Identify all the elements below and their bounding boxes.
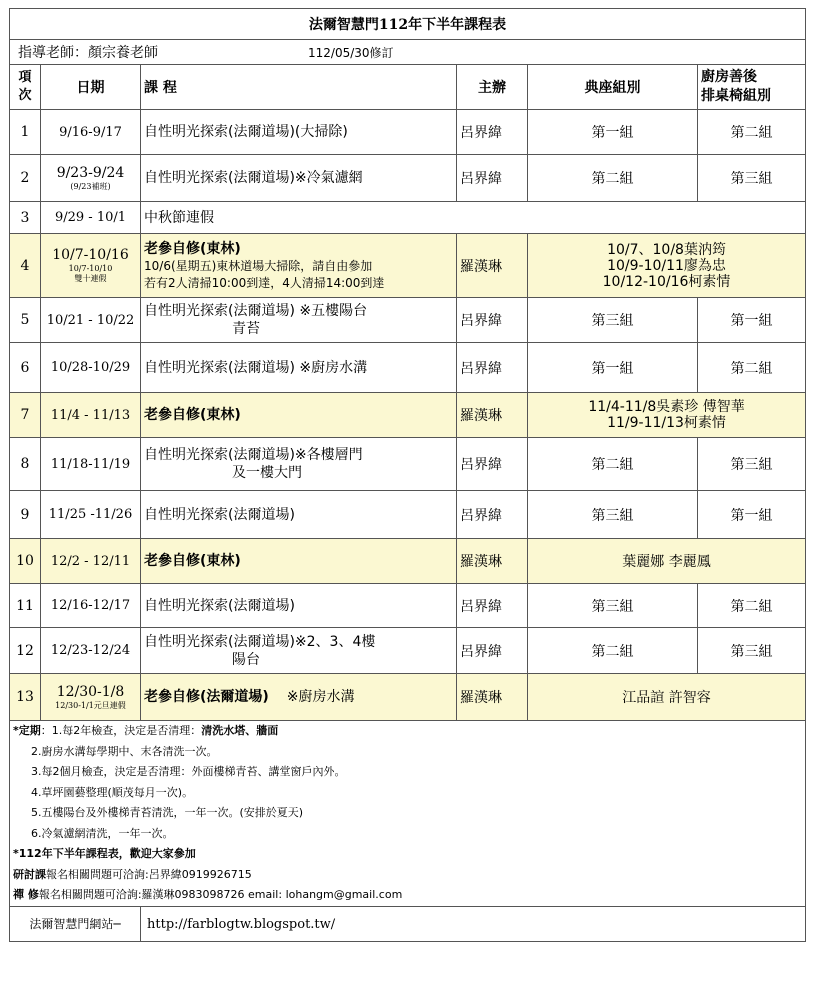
row-course: 自性明光探索(法爾道場)※各樓層門 及一樓大門	[141, 438, 457, 491]
table-row	[10, 110, 806, 155]
note-line: *定期：1.每2年檢查，決定是否清理：清洗水塔、牆面	[13, 724, 279, 737]
notes-row	[10, 721, 806, 907]
note-line: 6.冷氣濾網清洗，一年一次。	[31, 826, 174, 840]
row-seat: 第三組	[528, 584, 698, 628]
table-row	[10, 202, 806, 234]
row-no: 1	[10, 110, 41, 155]
row-seat: 第三組	[528, 298, 698, 343]
note-line: *112年下半年課程表，歡迎大家參加	[13, 847, 196, 860]
row-course: 中秋節連假	[141, 202, 806, 234]
header-no: 項 次	[10, 65, 41, 110]
table-row	[10, 298, 806, 343]
page-title: 法爾智慧門112年下半年課程表	[10, 9, 806, 40]
row-host: 羅漢琳	[457, 393, 528, 438]
row-date: 12/23-12/24	[41, 628, 141, 674]
row-host: 羅漢琳	[457, 539, 528, 584]
row-seat: 第三組	[528, 491, 698, 539]
note-line: 3.每2個月檢查，決定是否清理：外面樓梯青苔、講堂窗戶內外。	[31, 765, 346, 778]
row-seat: 第二組	[528, 155, 698, 202]
row-date: 9/16-9/17	[41, 110, 141, 155]
row-course: 老參自修(東林) 10/6(星期五)東林道場大掃除，請自由參加 若有2人清掃10:00到達，4人清掃14:00到達	[141, 234, 457, 298]
row-kitchen: 第二組	[698, 110, 806, 155]
row-host: 羅漢琳	[457, 674, 528, 721]
row-date: 12/16-12/17	[41, 584, 141, 628]
row-host: 呂界緯	[457, 628, 528, 674]
row-host: 羅漢琳	[457, 234, 528, 298]
row-host: 呂界緯	[457, 584, 528, 628]
row-date: 11/25 -11/26	[41, 491, 141, 539]
note-line: 研討課報名相關問題可洽詢:呂界緯0919926715	[13, 867, 252, 881]
row-merged-assignees: 10/7、10/8葉汭筠 10/9-10/11廖為忠 10/12-10/16柯素情	[528, 234, 806, 298]
row-date: 11/18-11/19	[41, 438, 141, 491]
row-date: 10/7-10/16 10/7-10/10 雙十連假	[41, 234, 141, 298]
footer-url-cell	[141, 906, 806, 941]
header-kitchen: 廚房善後 排桌椅組別	[698, 65, 806, 110]
schedule-sheet	[9, 8, 805, 962]
row-course: 自性明光探索(法爾道場)	[141, 584, 457, 628]
header-date: 日期	[41, 65, 141, 110]
row-course: 老參自修(東林)	[141, 539, 457, 584]
row-host: 呂界緯	[457, 343, 528, 393]
row-no: 5	[10, 298, 41, 343]
footer-url-link[interactable]: http://farblogtw.blogspot.tw/	[147, 916, 336, 932]
footer-label: 法爾智慧門網站─	[10, 906, 141, 941]
teacher-line	[10, 40, 806, 65]
row-date: 12/30-1/8 12/30-1/1元旦連假	[41, 674, 141, 721]
table-row	[10, 584, 806, 628]
row-seat: 第二組	[528, 438, 698, 491]
note-line: 4.草坪園藝整理(順茂每月一次)。	[31, 785, 194, 799]
header-host: 主辦	[457, 65, 528, 110]
row-course: 自性明光探索(法爾道場) ※五樓陽台 青苔	[141, 298, 457, 343]
table-row	[10, 234, 806, 298]
row-no: 9	[10, 491, 41, 539]
row-host: 呂界緯	[457, 491, 528, 539]
footer-row	[10, 906, 806, 941]
row-host: 呂界緯	[457, 110, 528, 155]
table-row	[10, 491, 806, 539]
row-no: 12	[10, 628, 41, 674]
row-date: 10/28-10/29	[41, 343, 141, 393]
row-date: 10/21 - 10/22	[41, 298, 141, 343]
row-kitchen: 第一組	[698, 491, 806, 539]
table-row	[10, 155, 806, 202]
row-no: 2	[10, 155, 41, 202]
row-course: 老參自修(法爾道場) ※廚房水溝	[141, 674, 457, 721]
table-row	[10, 674, 806, 721]
row-seat: 第一組	[528, 343, 698, 393]
table-row	[10, 393, 806, 438]
row-kitchen: 第一組	[698, 298, 806, 343]
note-line: 5.五樓陽台及外樓梯青苔清洗，一年一次。(安排於夏天)	[31, 806, 304, 819]
notes-block	[10, 721, 806, 907]
row-no: 3	[10, 202, 41, 234]
row-course: 自性明光探索(法爾道場)※2、3、4樓 陽台	[141, 628, 457, 674]
row-no: 6	[10, 343, 41, 393]
header-row	[10, 65, 806, 110]
row-no: 8	[10, 438, 41, 491]
row-date: 11/4 - 11/13	[41, 393, 141, 438]
row-no: 7	[10, 393, 41, 438]
header-seat: 典座組別	[528, 65, 698, 110]
table-row	[10, 539, 806, 584]
row-course: 自性明光探索(法爾道場)※冷氣濾網	[141, 155, 457, 202]
row-seat: 第一組	[528, 110, 698, 155]
row-kitchen: 第三組	[698, 628, 806, 674]
table-row	[10, 628, 806, 674]
header-course: 課 程	[141, 65, 457, 110]
row-course: 自性明光探索(法爾道場) ※廚房水溝	[141, 343, 457, 393]
note-line: 禪 修報名相關問題可洽詢:羅漢琳0983098726 email: lohangm@gmail.com	[13, 888, 403, 901]
row-kitchen: 第二組	[698, 584, 806, 628]
table-row	[10, 438, 806, 491]
revision-date: 112/05/30修訂	[308, 46, 394, 60]
note-line: 2.廚房水溝每學期中、末各清洗一次。	[31, 744, 218, 758]
row-host: 呂界緯	[457, 298, 528, 343]
row-course: 自性明光探索(法爾道場)(大掃除)	[141, 110, 457, 155]
row-merged-assignees: 江品諠 許智容	[528, 674, 806, 721]
row-date: 9/23-9/24 (9/23補班)	[41, 155, 141, 202]
row-seat: 第二組	[528, 628, 698, 674]
row-merged-assignees: 11/4-11/8吳素珍 傅智華 11/9-11/13柯素情	[528, 393, 806, 438]
row-kitchen: 第二組	[698, 343, 806, 393]
table-row	[10, 343, 806, 393]
row-no: 13	[10, 674, 41, 721]
row-kitchen: 第三組	[698, 155, 806, 202]
row-no: 4	[10, 234, 41, 298]
row-kitchen: 第三組	[698, 438, 806, 491]
row-host: 呂界緯	[457, 438, 528, 491]
row-date: 12/2 - 12/11	[41, 539, 141, 584]
row-course: 自性明光探索(法爾道場)	[141, 491, 457, 539]
row-no: 10	[10, 539, 41, 584]
row-date: 9/29 - 10/1	[41, 202, 141, 234]
row-host: 呂界緯	[457, 155, 528, 202]
schedule-table	[9, 8, 806, 942]
row-merged-assignees: 葉麗娜 李麗鳳	[528, 539, 806, 584]
row-course: 老參自修(東林)	[141, 393, 457, 438]
teacher-name: 指導老師：顏宗養老師	[18, 45, 158, 61]
row-no: 11	[10, 584, 41, 628]
